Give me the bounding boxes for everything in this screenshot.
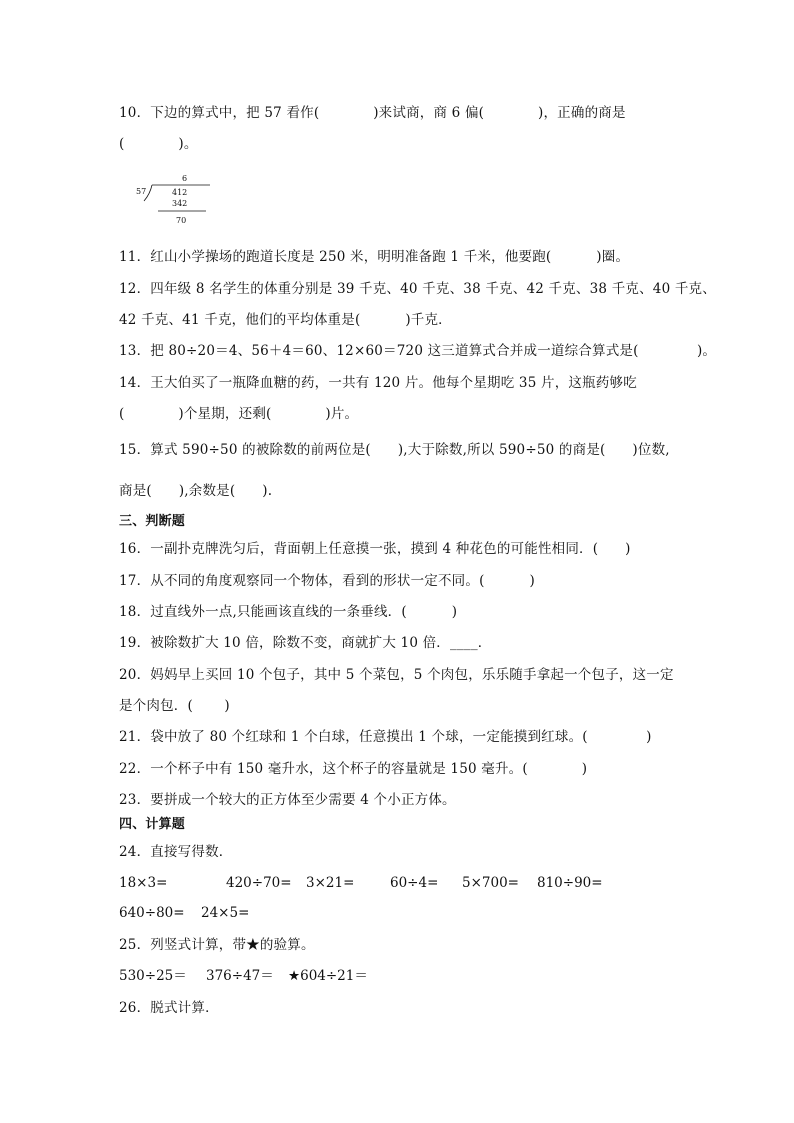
question-12-line-2: 42 千克、41 千克，他们的平均体重是( )千克． <box>119 312 452 328</box>
division-remainder: 70 <box>176 216 187 225</box>
question-20-line-1: 20．妈妈早上买回 10 个包子，其中 5 个菜包，5 个肉包，乐乐随手拿起一个包子，这一定 <box>119 667 674 683</box>
vertical-calc-item: 530÷25＝ <box>119 968 187 984</box>
question-14-line-2: ( )个星期，还剩( )片。 <box>119 406 359 422</box>
vertical-calc-item: 376÷47＝ <box>206 968 274 984</box>
question-18: 18．过直线外一点,只能画该直线的一条垂线．( ) <box>119 604 458 620</box>
division-quotient: 6 <box>182 174 188 183</box>
division-divisor: 57 <box>136 187 147 196</box>
question-14-line-1: 14．王大伯买了一瓶降血糖的药，一共有 120 片。他每个星期吃 35 片，这瓶药够吃 <box>119 375 637 391</box>
section-judgement-heading: 三、判断题 <box>119 514 186 529</box>
question-25-title: 25．列竖式计算，带★的验算。 <box>119 937 315 953</box>
calc-item: 810÷90= <box>537 875 603 891</box>
division-product: 342 <box>172 199 188 208</box>
question-12-line-1: 12．四年级 8 名学生的体重分别是 39 千克、40 千克、38 千克、42 千克、38 千克、40 千克、 <box>119 281 716 297</box>
question-13: 13．把 80÷20＝4、56＋4＝60、12×60＝720 这三道算式合并成一道综合算式是( )。 <box>119 343 717 359</box>
question-15-line-2: 商是( ),余数是( ). <box>119 483 273 499</box>
calc-item: 18×3= <box>119 875 168 891</box>
section-calculation-heading: 四、计算题 <box>119 817 186 832</box>
vertical-calc-item: ★604÷21＝ <box>288 968 368 984</box>
question-22: 22．一个杯子中有 150 毫升水，这个杯子的容量就是 150 毫升。( ) <box>119 761 588 777</box>
calc-item: 640÷80= <box>119 905 185 921</box>
question-11: 11．红山小学操场的跑道长度是 250 米，明明准备跑 1 千米，他要跑( )圈。 <box>119 249 630 265</box>
question-10-line-1: 10．下边的算式中，把 57 看作( )来试商，商 6 偏( )，正确的商是 <box>119 105 626 121</box>
question-23: 23．要拼成一个较大的正方体至少需要 4 个小正方体。 <box>119 792 456 808</box>
calc-item: 3×21= <box>306 875 355 891</box>
question-20-line-2: 是个肉包．( ) <box>119 698 230 714</box>
calc-item: 60÷4= <box>390 875 439 891</box>
calc-item: 5×700= <box>462 875 519 891</box>
question-16: 16．一副扑克牌洗匀后，背面朝上任意摸一张，摸到 4 种花色的可能性相同．( ) <box>119 541 631 557</box>
calc-item: 24×5= <box>201 905 250 921</box>
question-17: 17．从不同的角度观察同一个物体，看到的形状一定不同。( ) <box>119 573 535 589</box>
question-10-line-2: ( )。 <box>119 136 198 152</box>
question-15-line-1: 15．算式 590÷50 的被除数的前两位是( ),大于除数,所以 590÷50 的商是( )位数, <box>119 442 670 458</box>
question-24-title: 24．直接写得数． <box>119 844 233 860</box>
division-dividend: 412 <box>172 188 188 197</box>
question-19: 19．被除数扩大 10 倍，除数不变，商就扩大 10 倍．____． <box>119 635 492 651</box>
question-26: 26．脱式计算． <box>119 1000 219 1016</box>
calc-item: 420÷70= <box>226 875 292 891</box>
long-division-figure <box>134 172 224 228</box>
question-21: 21．袋中放了 80 个红球和 1 个白球，任意摸出 1 个球，一定能摸到红球。( ) <box>119 729 652 745</box>
